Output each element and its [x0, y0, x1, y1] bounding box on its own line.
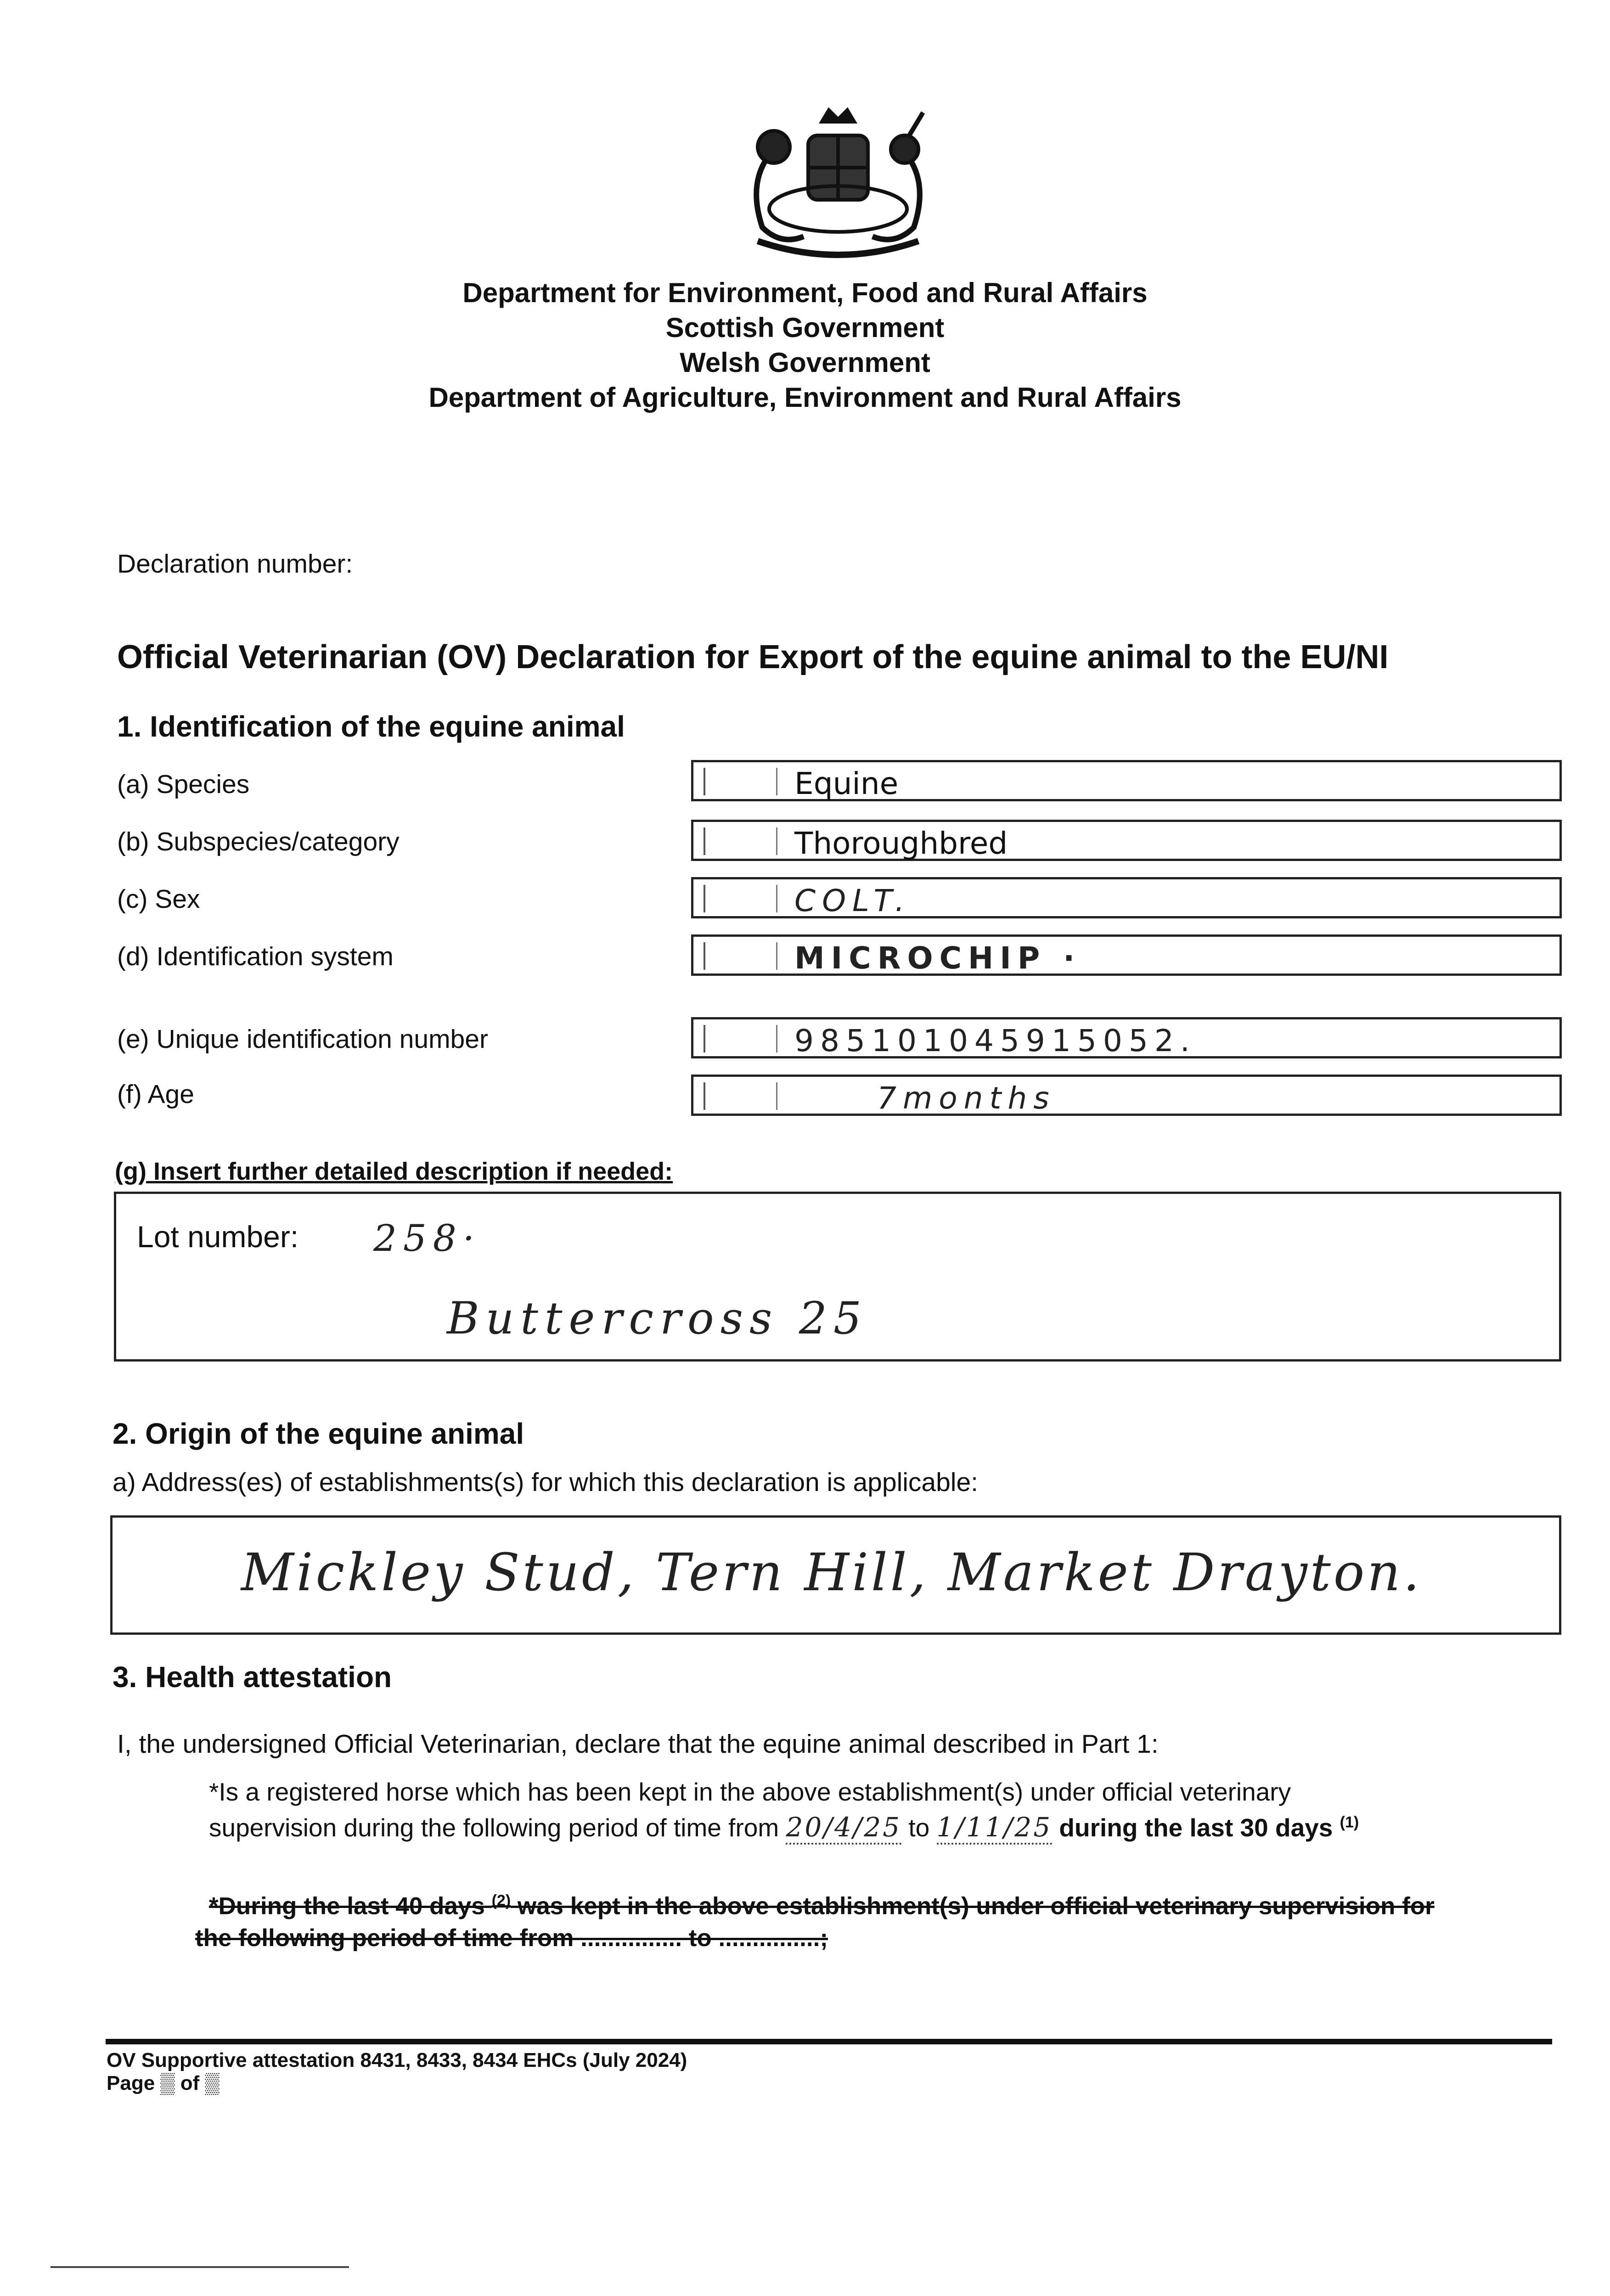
species-field[interactable]: [691, 760, 1562, 801]
section3-heading: 3. Health attestation: [113, 1660, 392, 1694]
address-value: Mickley Stud, Tern Hill, Market Drayton.: [241, 1543, 1423, 1603]
address-label: a) Address(es) of establishments(s) for which this declaration is applicable:: [113, 1468, 979, 1497]
subspecies-value: Thoroughbred: [794, 826, 1008, 861]
age-value: 7months: [877, 1080, 1056, 1116]
sex-field[interactable]: [691, 877, 1562, 918]
subspecies-field[interactable]: [691, 820, 1562, 861]
dept-welsh-government: Welsh Government: [680, 347, 930, 378]
sex-value: COLT.: [794, 883, 911, 918]
dept-scottish-government: Scottish Government: [665, 312, 945, 343]
subspecies-label: (b) Subspecies/category: [117, 827, 400, 856]
sex-label: (c) Sex: [117, 884, 200, 914]
p2-footnote-ref: (2): [491, 1892, 511, 1909]
identification-system-value: MICROCHIP ·: [794, 940, 1081, 976]
dept-defra: Department for Environment, Food and Rural Affairs: [462, 277, 1148, 308]
bottom-short-rule: [51, 2266, 349, 2268]
identification-system-label: (d) Identification system: [117, 942, 394, 971]
page-title: Official Veterinarian (OV) Declaration for Export of the equine animal to the EU/NI: [117, 639, 1389, 675]
lot-note: Buttercross 25: [447, 1293, 868, 1344]
further-description-box[interactable]: [114, 1192, 1561, 1362]
attestation-p2-line1: [209, 1892, 1435, 1920]
address-box[interactable]: [110, 1515, 1561, 1635]
p1-footnote-ref: (1): [1340, 1813, 1359, 1831]
species-value: Equine: [794, 766, 899, 801]
royal-coat-of-arms-icon: [730, 103, 946, 269]
identification-system-field[interactable]: [691, 934, 1562, 976]
footer-page-number: Page ▒ of ▒: [107, 2072, 220, 2094]
p1-line2-end: during the last 30 days: [1059, 1813, 1333, 1842]
section2-heading: 2. Origin of the equine animal: [113, 1417, 524, 1450]
p1-to-date: 1/11/25: [937, 1812, 1053, 1845]
unique-id-value: 985101045915052.: [794, 1023, 1196, 1058]
p1-to-word: to: [908, 1813, 930, 1842]
section1-heading: 1. Identification of the equine animal: [117, 710, 625, 743]
p1-line2-start: supervision during the following period of time from: [209, 1813, 779, 1842]
unique-id-label: (e) Unique identification number: [117, 1024, 488, 1054]
further-description-label: (g) Insert further detailed description if needed:: [115, 1158, 673, 1185]
attestation-p1-line1: *Is a registered horse which has been kept in the above establishment(s) under official veterinary: [209, 1778, 1291, 1806]
p2-line1-start: *During the last 40 days: [209, 1892, 485, 1920]
attestation-p2-line2: the following period of time from ............... to ...............;: [195, 1925, 828, 1952]
age-label: (f) Age: [117, 1080, 194, 1109]
species-label: (a) Species: [117, 770, 250, 799]
footer-attestation-ref: OV Supportive attestation 8431, 8433, 8434 EHCs (July 2024): [107, 2049, 687, 2071]
lot-number-value: 258·: [373, 1217, 481, 1260]
p1-from-date: 20/4/25: [786, 1812, 901, 1845]
attestation-intro: I, the undersigned Official Veterinarian, declare that the equine animal described in Part 1:: [117, 1729, 1159, 1759]
p2-line1-end: was kept in the above establishment(s) under official veterinary supervision for: [517, 1892, 1435, 1920]
age-field[interactable]: [691, 1075, 1562, 1116]
declaration-number-label: Declaration number:: [117, 549, 353, 579]
unique-id-field[interactable]: [691, 1017, 1562, 1058]
dept-daera: Department of Agriculture, Environment and Rural Affairs: [428, 382, 1182, 413]
attestation-p1-line2: [209, 1812, 1359, 1843]
footer-rule: [106, 2039, 1552, 2044]
lot-number-label: Lot number:: [137, 1220, 299, 1254]
